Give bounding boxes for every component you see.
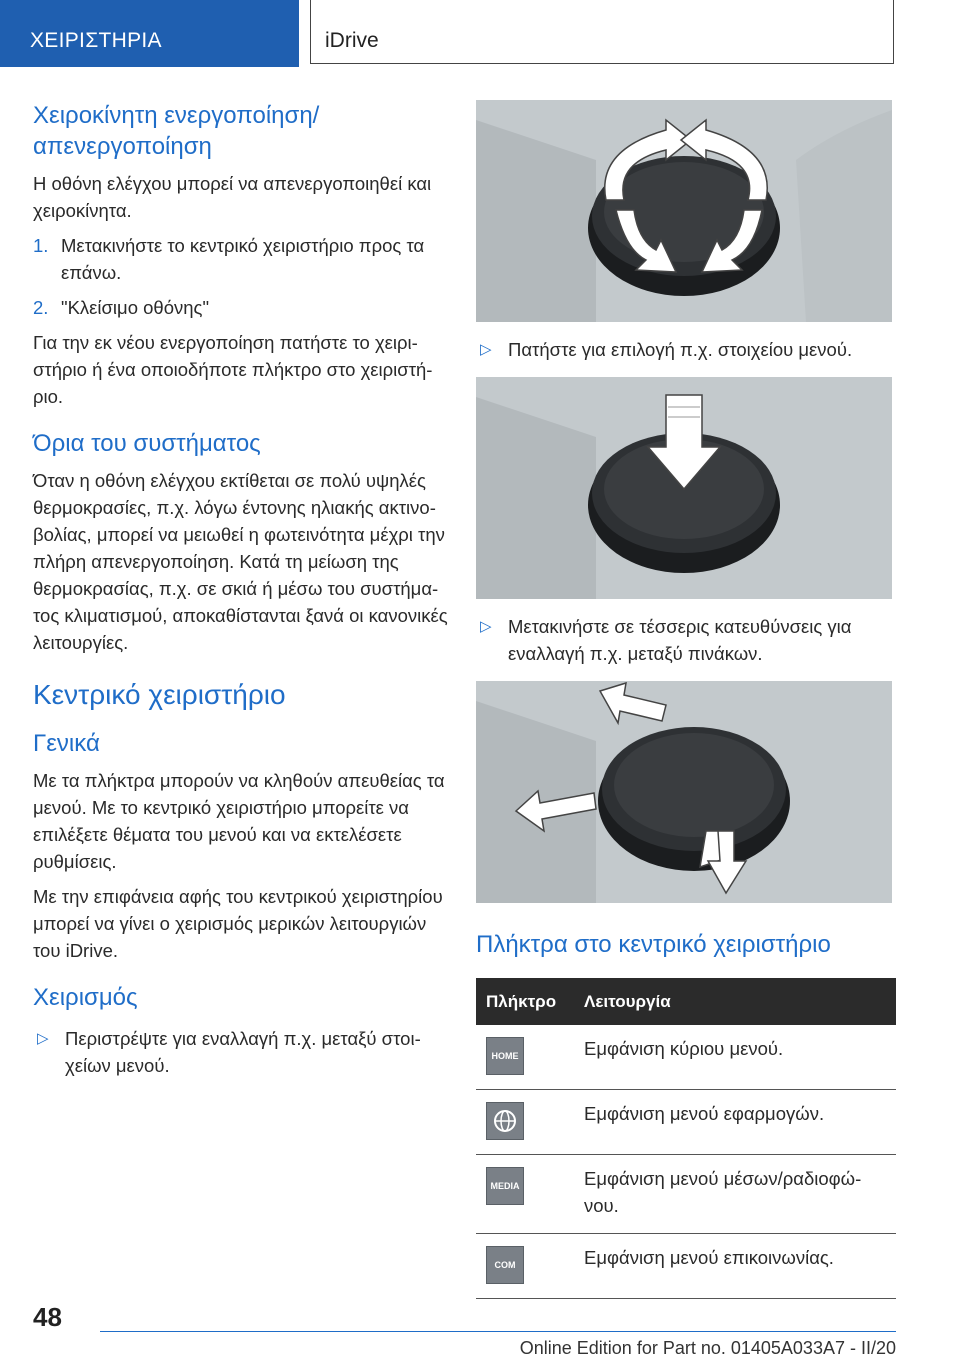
controller-rotate-image — [476, 100, 892, 322]
home-key-icon: HOME — [486, 1037, 524, 1075]
heading-controller: Κεντρικό χειριστήριο — [33, 679, 286, 710]
heading-controller-keys: Πλήκτρα στο κεντρικό χειριστήριο — [476, 931, 831, 958]
table-row — [476, 1155, 896, 1234]
keys-table — [476, 978, 896, 1299]
paragraph-activation: Η οθόνη ελέγχου μπορεί να απενεργοποιηθεί και χειροκίνητα. — [33, 173, 432, 221]
table-row — [476, 1025, 896, 1090]
table-header-row — [476, 978, 896, 1025]
controller-move-image — [476, 681, 892, 903]
operation-press-text: Πατήστε για επιλογή π.χ. στοιχείου μενού. — [508, 339, 853, 360]
section-title: ΧΕΙΡΙΣΤΗΡΙΑ — [30, 29, 162, 52]
step-1 — [33, 232, 453, 286]
step-text: "Κλείσιμο οθόνης" — [61, 297, 210, 318]
paragraph-general-2: Με την επιφάνεια αφής του κεντρικού χειριστηρίου μπορεί να γίνει ο χειρισμός μερικών λειτουργιών του iDrive. — [33, 886, 443, 961]
operation-rotate-text: Περιστρέψτε για εναλλαγή π.χ. μεταξύ στοιχείων μενού. — [65, 1028, 421, 1076]
topic-tab — [310, 0, 894, 64]
paragraph-reactivate: Για την εκ νέου ενεργοποίηση πατήστε το χειριστήριο ή ένα οποιοδήποτε πλήκτρο στο χειριστήριο. — [33, 332, 433, 407]
table-row — [476, 1090, 896, 1155]
page-number: 48 — [33, 1302, 62, 1332]
paragraph-limits: Όταν η οθόνη ελέγχου εκτίθεται σε πολύ υψηλές θερμοκρασίες, π.χ. λόγω έντονης ηλιακής ακτινοβολίας, μπορεί να μειωθεί η φωτεινότητα μέχρι την πλήρη απενεργοποίηση. Κατά τη μείωση της θερμοκρασίας, π.χ. σε σκιά ή μέσω του συστήματος κλιματισμού, αποκαθίστανται ξανά οι κανονικές λειτουργίες. — [33, 470, 448, 653]
operation-press — [476, 336, 896, 363]
column-header-function: Λειτουργία — [574, 978, 896, 1025]
heading-system-limits: Όρια του συστήματος — [33, 430, 261, 457]
operation-move-text: Μετακινήστε σε τέσσερις κατευθύνσεις για εναλλαγή π.χ. μεταξύ πινάκων. — [508, 616, 852, 664]
bullet-triangle-icon: ▷ — [480, 618, 492, 635]
apps-globe-key-icon — [486, 1102, 524, 1140]
com-key-icon: COM — [486, 1246, 524, 1284]
left-column — [33, 100, 453, 1087]
right-column — [476, 100, 896, 1299]
bullet-triangle-icon: ▷ — [37, 1030, 49, 1047]
operation-rotate — [33, 1025, 453, 1079]
operation-move — [476, 613, 896, 667]
key-function: Εμφάνιση κύριου μενού. — [574, 1025, 896, 1090]
heading-manual-activation: Χειροκίνητη ενεργοποίηση/ απενεργοποίηση — [33, 102, 320, 160]
heading-operation: Χειρισμός — [33, 984, 138, 1011]
column-header-key: Πλήκτρο — [476, 978, 574, 1025]
step-number: 1. — [33, 235, 49, 256]
media-key-icon: MEDIA — [486, 1167, 524, 1205]
step-2 — [33, 294, 453, 321]
edition-footer: Online Edition for Part no. 01405A033A7 - II/20 — [519, 1338, 896, 1358]
paragraph-general-1: Με τα πλήκτρα μπορούν να κληθούν απευθείας τα μενού. Με το κεντρικό χειριστήριο μπορείτε να επιλέξετε θέματα του μενού και να εκτελέσετε ρυθμίσεις. — [33, 770, 445, 872]
key-function: Εμφάνιση μενού μέσων/ραδιοφώνου. — [574, 1155, 896, 1234]
footer-divider — [100, 1331, 896, 1332]
key-function: Εμφάνιση μενού εφαρμογών. — [574, 1090, 896, 1155]
section-tab — [0, 0, 299, 67]
heading-general: Γενικά — [33, 730, 100, 757]
topic-title: iDrive — [325, 29, 379, 52]
bullet-triangle-icon: ▷ — [480, 341, 492, 358]
table-row — [476, 1234, 896, 1299]
controller-press-image — [476, 377, 892, 599]
step-text: Μετακινήστε το κεντρικό χειριστήριο προς τα επάνω. — [61, 235, 425, 283]
key-function: Εμφάνιση μενού επικοινωνίας. — [574, 1234, 896, 1299]
step-number: 2. — [33, 297, 49, 318]
